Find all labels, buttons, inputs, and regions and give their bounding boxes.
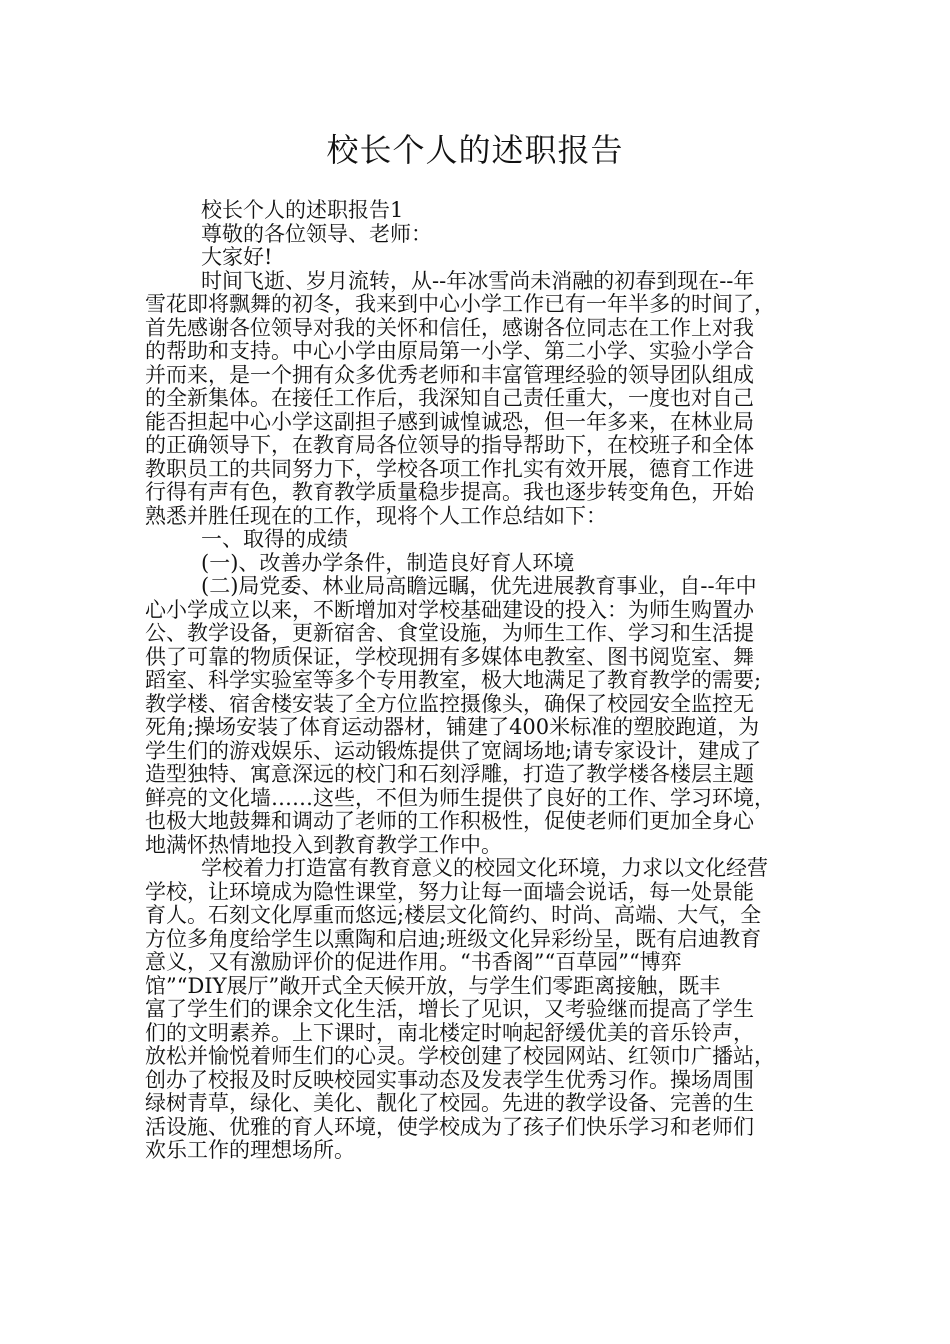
text-line: 馆”“DIY展厅”敞开式全天候开放，与学生们零距离接触，既丰 <box>145 973 721 998</box>
text-line: 的正确领导下，在教育局各位领导的指导帮助下，在校班子和全体 <box>145 433 754 457</box>
text-line: 也极大地鼓舞和调动了老师的工作积极性，促使老师们更加全身心 <box>145 809 754 833</box>
text-line: 绿树青草，绿化、美化、靓化了校园。先进的教学设备、完善的生 <box>145 1091 754 1115</box>
text-line: 鲜亮的文化墙……这些，不但为师生提供了良好的工作、学习环境， <box>145 785 775 810</box>
text-line: 创办了校报及时反映校园实事动态及发表学生优秀习作。操场周围 <box>145 1067 754 1092</box>
text-line: 一、取得的成绩 <box>201 527 348 551</box>
text-line: 的全新集体。在接任工作后，我深知自己责任重大，一度也对自己 <box>145 386 754 410</box>
text-line: 校长个人的述职报告1 <box>201 198 404 222</box>
text-line: 死角;操场安装了体育运动器材，铺建了400米标准的塑胶跑道，为 <box>145 715 760 739</box>
text-line: 尊敬的各位领导、老师： <box>201 221 432 246</box>
text-line: 并而来，是一个拥有众多优秀老师和丰富管理经验的领导团队组成 <box>145 362 754 387</box>
text-line: 富了学生们的课余文化生活，增长了见识，又考验继而提高了学生 <box>145 997 754 1021</box>
text-line: 们的文明素养。上下课时，南北楼定时响起舒缓优美的音乐铃声， <box>145 1020 754 1045</box>
text-line: 地满怀热情地投入到教育教学工作中。 <box>145 832 502 857</box>
text-line: 造型独特、寓意深远的校门和石刻浮雕，打造了教学楼各楼层主题 <box>145 762 754 786</box>
text-line: 行得有声有色，教育教学质量稳步提高。我也逐步转变角色，开始 <box>145 480 754 504</box>
text-line: 育人。石刻文化厚重而悠远;楼层文化简约、时尚、高端、大气，全 <box>145 903 762 927</box>
text-line: 学校着力打造富有教育意义的校园文化环境，力求以文化经营 <box>201 856 768 880</box>
text-line: 大家好! <box>201 245 273 269</box>
text-line: 供了可靠的物质保证，学校现拥有多媒体电教室、图书阅览室、舞 <box>145 644 754 669</box>
text-line: 意义，又有激励评价的促进作用。“书香阁”“百草园”“博弈 <box>145 950 682 974</box>
text-line: 欢乐工作的理想场所。 <box>145 1138 355 1162</box>
text-line: 活设施、优雅的育人环境，使学校成为了孩子们快乐学习和老师们 <box>145 1114 754 1139</box>
text-line: (一)、改善办学条件，制造良好育人环境 <box>201 550 575 575</box>
text-line: 的帮助和支持。中心小学由原局第一小学、第二小学、实验小学合 <box>145 339 754 363</box>
text-line: (二)局党委、林业局高瞻远瞩，优先进展教育事业，自--年中 <box>201 574 757 598</box>
text-line: 放松并愉悦着师生们的心灵。学校创建了校园网站、红领巾广播站， <box>145 1044 775 1068</box>
text-line: 教学楼、宿舍楼安装了全方位监控摄像头，确保了校园安全监控无 <box>145 691 754 716</box>
text-line: 熟悉并胜任现在的工作，现将个人工作总结如下： <box>145 503 607 528</box>
document-body <box>145 199 809 1163</box>
text-line: 能否担起中心小学这副担子感到诚惶诚恐，但一年多来，在林业局 <box>145 409 754 434</box>
text-line: 教职员工的共同努力下，学校各项工作扎实有效开展，德育工作进 <box>145 456 754 481</box>
text-line: 首先感谢各位领导对我的关怀和信任，感谢各位同志在工作上对我 <box>145 315 754 340</box>
text-line: 学生们的游戏娱乐、运动锻炼提供了宽阔场地;请专家设计，建成了 <box>145 738 762 763</box>
text-line: 蹈室、科学实验室等多个专用教室，极大地满足了教育教学的需要; <box>145 668 762 692</box>
text-line: 学校，让环境成为隐性课堂，努力让每一面墙会说话，每一处景能 <box>145 879 754 904</box>
text-line: 时间飞逝、岁月流转，从--年冰雪尚未消融的初春到现在--年 <box>201 268 755 293</box>
document-title: 校长个人的述职报告 <box>326 131 624 169</box>
text-line: 公、教学设备，更新宿舍、食堂设施，为师生工作、学习和生活提 <box>145 621 754 645</box>
text-line: 心小学成立以来，不断增加对学校基础建设的投入：为师生购置办 <box>145 597 754 622</box>
text-line: 雪花即将飘舞的初冬，我来到中心小学工作已有一年半多的时间了， <box>145 292 775 316</box>
text-line: 方位多角度给学生以熏陶和启迪;班级文化异彩纷呈，既有启迪教育 <box>145 926 762 951</box>
